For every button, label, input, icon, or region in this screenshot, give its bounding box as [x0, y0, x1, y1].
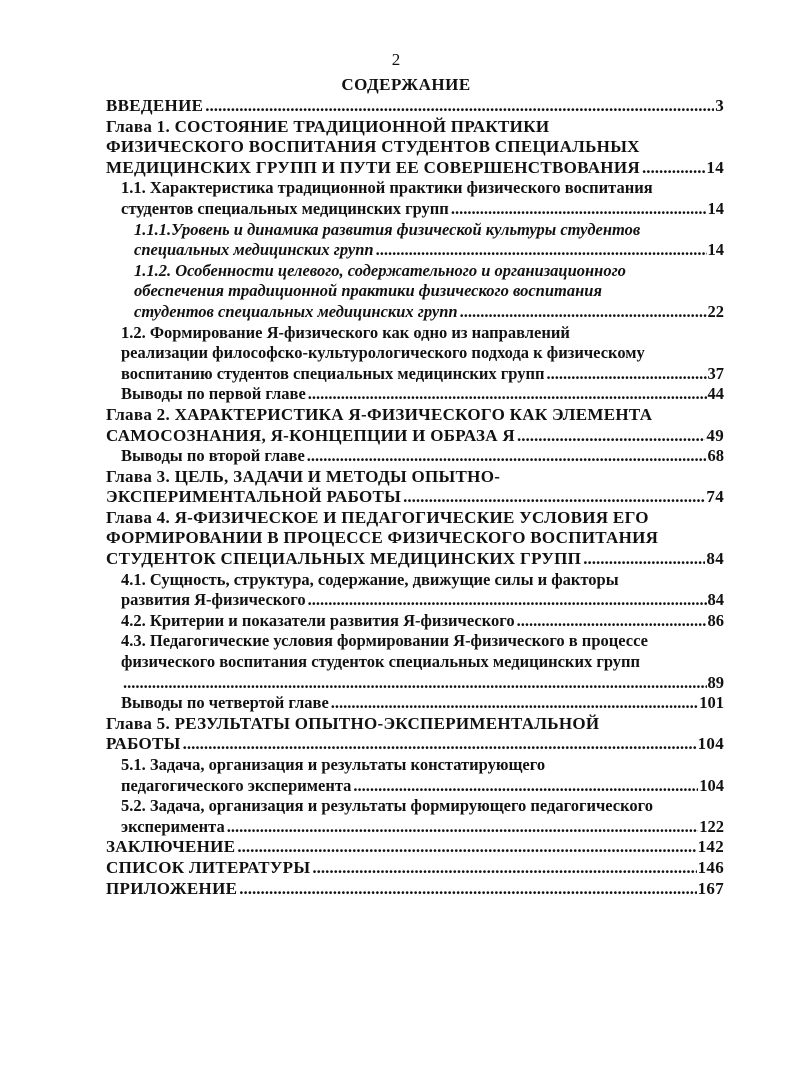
toc-entry-section-1-1[interactable]: 1.1. Характеристика традиционной практики физического воспитания студентов специальных медицинских групп ..... 14: [106, 178, 724, 219]
toc-page-number: 104: [699, 775, 724, 795]
toc-page-number: 49: [706, 425, 724, 445]
toc-entry-section-5-1[interactable]: 5.1. Задача, организация и результаты констатирующего педагогического эксперимента ..... 104: [106, 755, 724, 796]
table-of-contents: [106, 96, 724, 899]
toc-page-number: 84: [707, 590, 724, 610]
toc-page-number: 14: [707, 240, 724, 260]
toc-entry-conclusions-chapter-2[interactable]: Выводы по второй главе ..... 68: [106, 446, 724, 467]
toc-page-number: 68: [707, 446, 724, 466]
toc-entry-section-1-1-2[interactable]: 1.1.2. Особенности целевого, содержательного и организационного обеспечения традиционной практики физического воспитания студентов специальных медицинских групп ..... 22: [106, 261, 724, 323]
toc-page-number: 86: [707, 610, 724, 630]
toc-page-number: 89: [707, 672, 724, 692]
page-number: 2: [391, 50, 401, 69]
toc-page-number: 167: [697, 878, 724, 898]
toc-page-number: 37: [707, 363, 724, 383]
toc-entry-section-4-1[interactable]: 4.1. Сущность, структура, содержание, движущие силы и факторы развития Я-физического ..... 84: [106, 570, 724, 611]
page-title: СОДЕРЖАНИЕ: [341, 75, 471, 94]
toc-page-number: 122: [699, 816, 724, 836]
toc-entry-section-1-1-1[interactable]: 1.1.1.Уровень и динамика развития физической культуры студентов специальных медицинских групп ..... 14: [106, 220, 724, 261]
toc-entry-introduction[interactable]: ВВЕДЕНИЕ ..... 3: [106, 96, 724, 117]
toc-page-number: 74: [706, 487, 724, 507]
toc-entry-chapter-5[interactable]: Глава 5. РЕЗУЛЬТАТЫ ОПЫТНО-ЭКСПЕРИМЕНТАЛЬНОЙ РАБОТЫ ..... 104: [106, 714, 724, 755]
toc-entry-conclusions-chapter-4[interactable]: Выводы по четвертой главе ..... 101: [106, 693, 724, 714]
toc-page-number: 101: [699, 693, 724, 713]
toc-entry-conclusion[interactable]: ЗАКЛЮЧЕНИЕ ..... 142: [106, 837, 724, 858]
toc-page-number: 3: [715, 96, 724, 115]
toc-entry-section-4-3[interactable]: 4.3. Педагогические условия формировании Я-физического в процессе физического воспитания студенток специальных медицинских групп ..... 89: [106, 631, 724, 693]
toc-entry-chapter-1[interactable]: Глава 1. СОСТОЯНИЕ ТРАДИЦИОННОЙ ПРАКТИКИ ФИЗИЧЕСКОГО ВОСПИТАНИЯ СТУДЕНТОВ СПЕЦИАЛЬНЫХ МЕДИЦИНСКИХ ГРУПП И ПУТИ ЕЕ СОВЕРШЕНСТВОВАНИЯ ..... 14: [106, 117, 724, 179]
toc-page-number: 22: [707, 301, 724, 321]
toc-entry-section-4-2[interactable]: 4.2. Критерии и показатели развития Я-физического ..... 86: [106, 611, 724, 632]
toc-entry-chapter-4[interactable]: Глава 4. Я-ФИЗИЧЕСКОЕ И ПЕДАГОГИЧЕСКИЕ УСЛОВИЯ ЕГО ФОРМИРОВАНИИ В ПРОЦЕССЕ ФИЗИЧЕСКОГО ВОСПИТАНИЯ СТУДЕНТОК СПЕЦИАЛЬНЫХ МЕДИЦИНСКИХ ГРУПП ..... 84: [106, 508, 724, 570]
toc-entry-appendix[interactable]: ПРИЛОЖЕНИЕ ..... 167: [106, 879, 724, 900]
toc-entry-conclusions-chapter-1[interactable]: Выводы по первой главе ..... 44: [106, 384, 724, 405]
toc-entry-references[interactable]: СПИСОК ЛИТЕРАТУРЫ ..... 146: [106, 858, 724, 879]
toc-page-number: 104: [697, 734, 724, 754]
toc-entry-chapter-2[interactable]: Глава 2. ХАРАКТЕРИСТИКА Я-ФИЗИЧЕСКОГО КАК ЭЛЕМЕНТА САМОСОЗНАНИЯ, Я-КОНЦЕПЦИИ И ОБРАЗА Я ..... 49: [106, 405, 724, 446]
toc-page-number: 84: [706, 549, 724, 569]
toc-page-number: 44: [707, 384, 724, 404]
toc-page-number: 14: [706, 157, 724, 177]
toc-page-number: 14: [707, 198, 724, 218]
toc-entry-chapter-3[interactable]: Глава 3. ЦЕЛЬ, ЗАДАЧИ И МЕТОДЫ ОПЫТНО- ЭКСПЕРИМЕНТАЛЬНОЙ РАБОТЫ ..... 74: [106, 467, 724, 508]
toc-entry-section-5-2[interactable]: 5.2. Задача, организация и результаты формирующего педагогического эксперимента ..... 122: [106, 796, 724, 837]
toc-page-number: 146: [697, 857, 724, 877]
toc-page-number: 142: [697, 837, 724, 857]
toc-entry-section-1-2[interactable]: 1.2. Формирование Я-физического как одно из направлений реализации философско-культурологического подхода к физическому воспитанию студентов специальных медицинских групп ..... 37: [106, 323, 724, 385]
